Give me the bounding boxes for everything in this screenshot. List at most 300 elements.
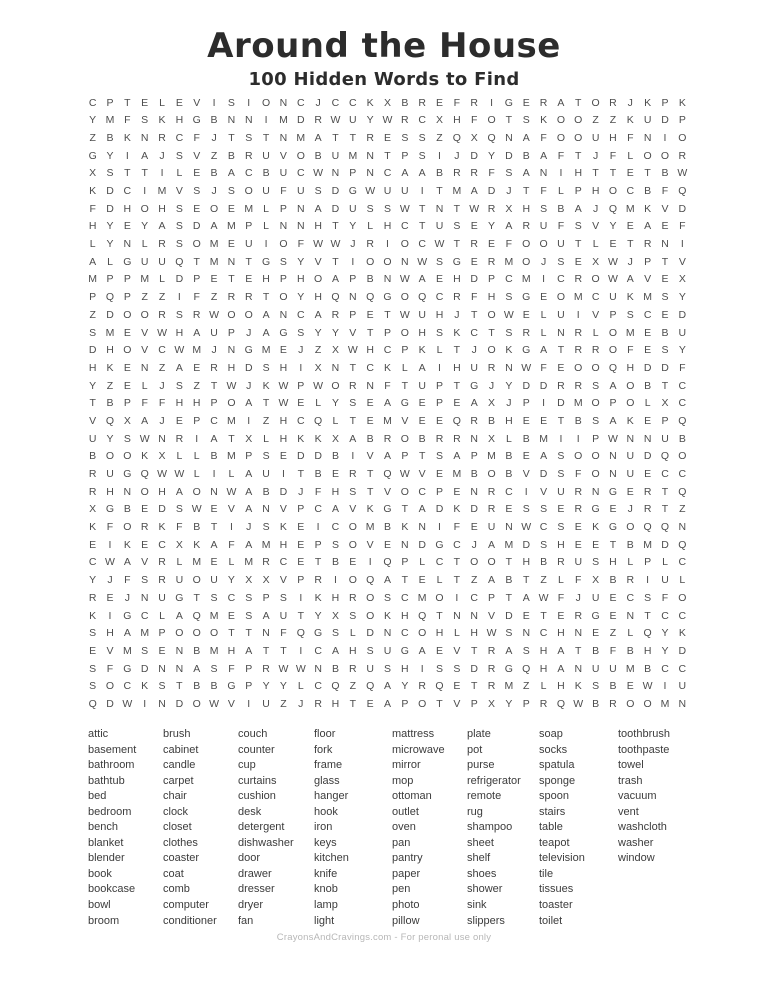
- grid-letter: H: [591, 185, 600, 198]
- grid-letter: J: [627, 96, 633, 109]
- grid-letter: A: [245, 538, 253, 551]
- grid-letter: J: [488, 379, 495, 392]
- grid-letter: N: [140, 591, 149, 604]
- grid-letter: M: [504, 538, 514, 551]
- word-list-item: purse: [467, 759, 495, 772]
- grid-letter: L: [558, 574, 564, 587]
- grid-letter: B: [678, 432, 686, 445]
- grid-letter: L: [176, 167, 183, 180]
- grid-letter: T: [418, 220, 426, 233]
- grid-letter: E: [297, 521, 305, 534]
- grid-letter: N: [366, 149, 374, 162]
- grid-letter: A: [401, 167, 409, 180]
- grid-letter: D: [522, 379, 531, 392]
- grid-letter: Y: [505, 379, 513, 392]
- grid-letter: N: [505, 361, 513, 374]
- grid-letter: O: [626, 379, 635, 392]
- grid-letter: J: [627, 503, 633, 516]
- grid-letter: J: [627, 255, 633, 268]
- grid-letter: Q: [366, 680, 375, 693]
- word-list-item: washcloth: [618, 821, 667, 834]
- grid-letter: M: [209, 609, 219, 622]
- grid-letter: R: [487, 662, 496, 675]
- grid-letter: B: [366, 273, 374, 286]
- word-list-item: frame: [314, 759, 343, 772]
- grid-letter: Y: [106, 238, 114, 251]
- grid-letter: N: [435, 202, 444, 215]
- grid-letter: Z: [210, 149, 218, 162]
- grid-letter: O: [608, 185, 618, 198]
- grid-letter: F: [124, 114, 131, 127]
- grid-letter: Z: [210, 291, 218, 304]
- grid-letter: S: [314, 185, 322, 198]
- grid-letter: J: [298, 344, 304, 357]
- grid-letter: U: [591, 131, 600, 144]
- grid-letter: A: [505, 644, 513, 657]
- grid-letter: E: [488, 238, 496, 251]
- grid-letter: S: [245, 591, 253, 604]
- grid-letter: X: [314, 361, 322, 374]
- grid-letter: A: [245, 468, 253, 481]
- grid-letter: Q: [383, 468, 392, 481]
- grid-letter: M: [227, 220, 236, 233]
- grid-letter: U: [470, 361, 478, 374]
- grid-letter: H: [418, 326, 426, 339]
- grid-letter: H: [470, 627, 478, 640]
- grid-letter: V: [453, 644, 461, 657]
- word-list-item: window: [618, 852, 655, 865]
- grid-letter: S: [349, 609, 357, 622]
- grid-letter: H: [557, 538, 565, 551]
- word-list-item: remote: [467, 790, 502, 803]
- grid-letter: R: [314, 574, 322, 587]
- grid-letter: L: [193, 468, 200, 481]
- grid-letter: T: [366, 326, 374, 339]
- grid-letter: R: [522, 220, 531, 233]
- grid-letter: S: [453, 662, 461, 675]
- grid-letter: W: [209, 308, 220, 321]
- grid-letter: B: [210, 167, 218, 180]
- grid-letter: N: [505, 131, 513, 144]
- grid-letter: G: [175, 591, 184, 604]
- grid-letter: A: [123, 556, 131, 569]
- word-list-item: detergent: [238, 821, 285, 834]
- grid-letter: S: [106, 167, 114, 180]
- grid-letter: R: [557, 379, 565, 392]
- grid-letter: S: [418, 149, 426, 162]
- grid-letter: G: [88, 149, 97, 162]
- grid-letter: P: [193, 414, 201, 427]
- grid-letter: N: [522, 627, 531, 640]
- grid-letter: C: [401, 591, 409, 604]
- grid-letter: B: [314, 468, 322, 481]
- grid-letter: A: [522, 131, 530, 144]
- grid-letter: B: [401, 96, 409, 109]
- grid-letter: H: [158, 202, 166, 215]
- grid-letter: I: [334, 574, 337, 587]
- grid-letter: R: [418, 680, 426, 693]
- word-list-item: plate: [467, 728, 491, 740]
- grid-letter: E: [210, 273, 218, 286]
- grid-letter: L: [349, 627, 356, 640]
- grid-letter: G: [383, 291, 392, 304]
- grid-letter: C: [678, 397, 687, 410]
- grid-letter: O: [591, 273, 600, 286]
- grid-letter: M: [140, 273, 150, 286]
- grid-letter: U: [643, 114, 652, 127]
- grid-letter: E: [436, 273, 444, 286]
- grid-letter: S: [279, 591, 287, 604]
- grid-letter: W: [607, 255, 618, 268]
- grid-letter: K: [193, 538, 201, 551]
- grid-letter: H: [314, 291, 322, 304]
- grid-letter: C: [626, 185, 635, 198]
- grid-letter: A: [522, 591, 530, 604]
- grid-letter: S: [557, 521, 565, 534]
- grid-letter: Y: [106, 149, 114, 162]
- grid-letter: S: [89, 627, 97, 640]
- grid-letter: B: [106, 131, 114, 144]
- grid-letter: I: [438, 149, 441, 162]
- grid-letter: Z: [523, 680, 530, 693]
- grid-letter: T: [470, 308, 478, 321]
- grid-letter: H: [626, 361, 635, 374]
- grid-letter: P: [193, 273, 201, 286]
- grid-letter: N: [401, 538, 409, 551]
- grid-letter: E: [626, 167, 634, 180]
- grid-letter: A: [210, 538, 218, 551]
- grid-letter: N: [453, 609, 461, 622]
- grid-letter: A: [331, 503, 339, 516]
- grid-letter: O: [574, 131, 583, 144]
- grid-letter: K: [383, 609, 391, 622]
- word-list-item: shoes: [467, 867, 497, 880]
- grid-letter: S: [505, 627, 513, 640]
- grid-letter: E: [123, 326, 131, 339]
- grid-letter: Q: [556, 697, 565, 710]
- word-list-item: cushion: [238, 790, 276, 803]
- grid-letter: Q: [418, 291, 427, 304]
- grid-letter: O: [435, 591, 444, 604]
- grid-letter: U: [262, 185, 270, 198]
- grid-letter: S: [210, 591, 218, 604]
- grid-letter: P: [574, 185, 582, 198]
- word-list-item: trash: [618, 774, 643, 787]
- grid-letter: R: [88, 485, 97, 498]
- grid-letter: K: [123, 131, 131, 144]
- grid-letter: T: [228, 627, 235, 640]
- word-list-item: washer: [618, 836, 654, 849]
- grid-letter: H: [106, 485, 114, 498]
- grid-letter: A: [626, 273, 634, 286]
- grid-letter: Q: [331, 680, 340, 693]
- grid-letter: R: [227, 291, 236, 304]
- grid-letter: R: [487, 680, 496, 693]
- grid-letter: S: [557, 255, 565, 268]
- grid-letter: O: [400, 238, 409, 251]
- grid-letter: V: [279, 149, 287, 162]
- grid-letter: E: [383, 538, 391, 551]
- grid-letter: L: [193, 450, 200, 463]
- grid-letter: N: [279, 220, 288, 233]
- grid-letter: T: [193, 591, 200, 604]
- grid-letter: H: [106, 627, 114, 640]
- grid-letter: N: [418, 521, 426, 534]
- grid-letter: O: [522, 238, 531, 251]
- grid-letter: C: [296, 96, 305, 109]
- word-list-column: [88, 727, 163, 929]
- word-list-item: soap: [539, 728, 563, 740]
- grid-letter: Q: [418, 609, 427, 622]
- grid-letter: R: [487, 361, 496, 374]
- word-list-item: shelf: [467, 852, 491, 865]
- grid-letter: E: [592, 627, 600, 640]
- grid-letter: N: [661, 238, 669, 251]
- grid-letter: C: [470, 326, 478, 339]
- word-list-item: clock: [163, 805, 189, 818]
- grid-letter: R: [453, 432, 461, 445]
- grid-letter: R: [366, 238, 374, 251]
- grid-letter: J: [454, 149, 460, 162]
- grid-letter: E: [366, 308, 374, 321]
- grid-letter: O: [418, 697, 427, 710]
- grid-letter: K: [574, 680, 582, 693]
- grid-letter: E: [227, 609, 235, 622]
- grid-letter: T: [245, 255, 252, 268]
- grid-letter: W: [157, 468, 167, 481]
- grid-letter: Y: [89, 574, 97, 587]
- word-list-item: bedroom: [88, 805, 132, 818]
- grid-letter: N: [262, 503, 270, 516]
- grid-letter: S: [210, 662, 218, 675]
- grid-letter: P: [123, 291, 131, 304]
- grid-letter: K: [123, 538, 131, 551]
- grid-letter: E: [626, 220, 634, 233]
- grid-letter: C: [349, 96, 357, 109]
- grid-letter: S: [626, 308, 634, 321]
- grid-letter: A: [557, 96, 565, 109]
- grid-letter: A: [175, 361, 183, 374]
- grid-letter: E: [141, 538, 149, 551]
- grid-letter: O: [123, 521, 132, 534]
- grid-letter: P: [383, 326, 391, 339]
- grid-letter: L: [141, 379, 148, 392]
- grid-letter: I: [559, 432, 563, 445]
- grid-letter: Q: [678, 538, 687, 551]
- grid-letter: T: [210, 379, 218, 392]
- grid-letter: O: [487, 344, 496, 357]
- grid-letter: G: [348, 185, 357, 198]
- grid-letter: Z: [609, 627, 617, 640]
- grid-letter: L: [367, 220, 374, 233]
- grid-letter: Y: [609, 220, 617, 233]
- grid-letter: K: [626, 291, 634, 304]
- grid-letter: D: [296, 450, 305, 463]
- grid-letter: M: [573, 291, 583, 304]
- grid-letter: C: [626, 591, 635, 604]
- grid-letter: O: [626, 397, 635, 410]
- grid-letter: P: [245, 220, 253, 233]
- grid-letter: D: [106, 697, 114, 710]
- word-list-item: pan: [392, 836, 411, 849]
- grid-letter: U: [678, 680, 687, 693]
- grid-letter: C: [331, 96, 340, 109]
- grid-letter: Z: [89, 131, 96, 144]
- grid-letter: U: [349, 114, 357, 127]
- grid-letter: V: [644, 273, 652, 286]
- grid-letter: Y: [661, 627, 669, 640]
- grid-letter: S: [453, 220, 461, 233]
- grid-letter: O: [556, 291, 565, 304]
- grid-letter: N: [314, 662, 322, 675]
- grid-letter: R: [574, 326, 583, 339]
- grid-letter: Y: [314, 609, 322, 622]
- grid-letter: T: [470, 680, 478, 693]
- grid-letter: T: [124, 167, 131, 180]
- grid-letter: N: [505, 521, 513, 534]
- grid-letter: I: [247, 414, 251, 427]
- grid-letter: O: [105, 680, 115, 693]
- grid-letter: I: [351, 255, 355, 268]
- grid-letter: M: [244, 202, 254, 215]
- grid-letter: U: [574, 556, 583, 569]
- word-list-item: towel: [618, 759, 644, 772]
- grid-letter: H: [453, 361, 461, 374]
- puzzle-title: Around the House: [207, 26, 561, 66]
- word-list-item: outlet: [392, 805, 419, 818]
- grid-letter: I: [576, 432, 580, 445]
- grid-letter: S: [175, 308, 183, 321]
- grid-letter: Q: [435, 680, 444, 693]
- grid-letter: E: [453, 485, 461, 498]
- grid-letter: P: [227, 326, 235, 339]
- grid-letter: A: [453, 450, 461, 463]
- word-list-item: refrigerator: [467, 774, 521, 787]
- grid-letter: N: [331, 167, 340, 180]
- grid-letter: Z: [106, 379, 114, 392]
- word-list-item: toothbrush: [618, 728, 670, 740]
- grid-letter: G: [504, 96, 513, 109]
- grid-letter: R: [331, 308, 340, 321]
- grid-letter: B: [210, 450, 218, 463]
- grid-letter: D: [106, 202, 114, 215]
- word-list-item: couch: [238, 728, 268, 740]
- grid-letter: R: [158, 308, 166, 321]
- grid-letter: B: [193, 644, 201, 657]
- grid-letter: A: [245, 485, 253, 498]
- grid-letter: C: [678, 468, 687, 481]
- grid-letter: F: [384, 379, 391, 392]
- grid-letter: X: [505, 202, 513, 215]
- word-list-item: cup: [238, 759, 256, 772]
- word-list-item: ottoman: [392, 790, 432, 803]
- grid-letter: H: [557, 680, 565, 693]
- grid-letter: I: [195, 432, 199, 445]
- word-list-item: lamp: [314, 899, 338, 912]
- grid-letter: H: [227, 644, 236, 657]
- grid-letter: D: [244, 361, 253, 374]
- word-list-item: kitchen: [314, 852, 349, 865]
- grid-letter: W: [122, 697, 133, 710]
- grid-letter: P: [488, 273, 496, 286]
- word-list-item: pot: [467, 743, 483, 756]
- word-list-item: desk: [238, 805, 262, 818]
- grid-letter: P: [488, 591, 496, 604]
- grid-letter: D: [661, 361, 669, 374]
- grid-letter: P: [470, 697, 478, 710]
- grid-letter: F: [679, 220, 686, 233]
- grid-letter: W: [157, 326, 167, 339]
- grid-letter: E: [436, 468, 444, 481]
- grid-letter: S: [89, 662, 97, 675]
- grid-letter: S: [574, 220, 582, 233]
- word-list-item: toilet: [539, 914, 563, 927]
- grid-letter: T: [349, 131, 357, 144]
- grid-letter: O: [556, 131, 565, 144]
- grid-letter: S: [505, 167, 513, 180]
- grid-letter: R: [574, 503, 583, 516]
- grid-letter: Y: [141, 220, 149, 233]
- grid-letter: E: [626, 485, 634, 498]
- grid-letter: K: [158, 114, 166, 127]
- grid-letter: J: [246, 521, 252, 534]
- grid-letter: N: [175, 644, 184, 657]
- grid-letter: O: [348, 521, 357, 534]
- grid-letter: E: [609, 609, 617, 622]
- grid-letter: G: [244, 344, 253, 357]
- grid-letter: X: [245, 574, 253, 587]
- grid-letter: U: [210, 574, 218, 587]
- grid-letter: T: [314, 556, 322, 569]
- grid-letter: M: [452, 185, 462, 198]
- word-list-item: table: [539, 821, 563, 834]
- grid-letter: K: [678, 96, 686, 109]
- grid-letter: L: [627, 149, 634, 162]
- grid-letter: L: [263, 220, 270, 233]
- grid-letter: E: [366, 697, 374, 710]
- grid-letter: X: [262, 574, 270, 587]
- grid-letter: C: [678, 379, 687, 392]
- grid-letter: M: [365, 521, 375, 534]
- grid-letter: K: [626, 114, 634, 127]
- grid-letter: Q: [331, 291, 340, 304]
- grid-letter: G: [522, 344, 531, 357]
- grid-letter: F: [158, 397, 166, 410]
- grid-letter: L: [89, 238, 96, 251]
- grid-letter: W: [209, 697, 220, 710]
- grid-letter: E: [644, 468, 652, 481]
- grid-letter: E: [592, 538, 600, 551]
- grid-letter: L: [176, 556, 183, 569]
- grid-letter: V: [89, 414, 97, 427]
- grid-letter: W: [295, 662, 306, 675]
- grid-letter: C: [435, 291, 444, 304]
- grid-letter: C: [383, 344, 392, 357]
- word-list-column: [618, 727, 692, 929]
- grid-letter: H: [505, 414, 513, 427]
- grid-letter: T: [401, 503, 409, 516]
- grid-letter: S: [141, 644, 149, 657]
- grid-letter: R: [453, 291, 461, 304]
- grid-letter: U: [106, 468, 114, 481]
- grid-letter: N: [574, 627, 583, 640]
- grid-letter: P: [644, 556, 652, 569]
- grid-letter: G: [400, 397, 409, 410]
- grid-letter: V: [522, 468, 530, 481]
- grid-letter: H: [609, 131, 617, 144]
- grid-letter: T: [453, 556, 461, 569]
- grid-letter: C: [557, 273, 565, 286]
